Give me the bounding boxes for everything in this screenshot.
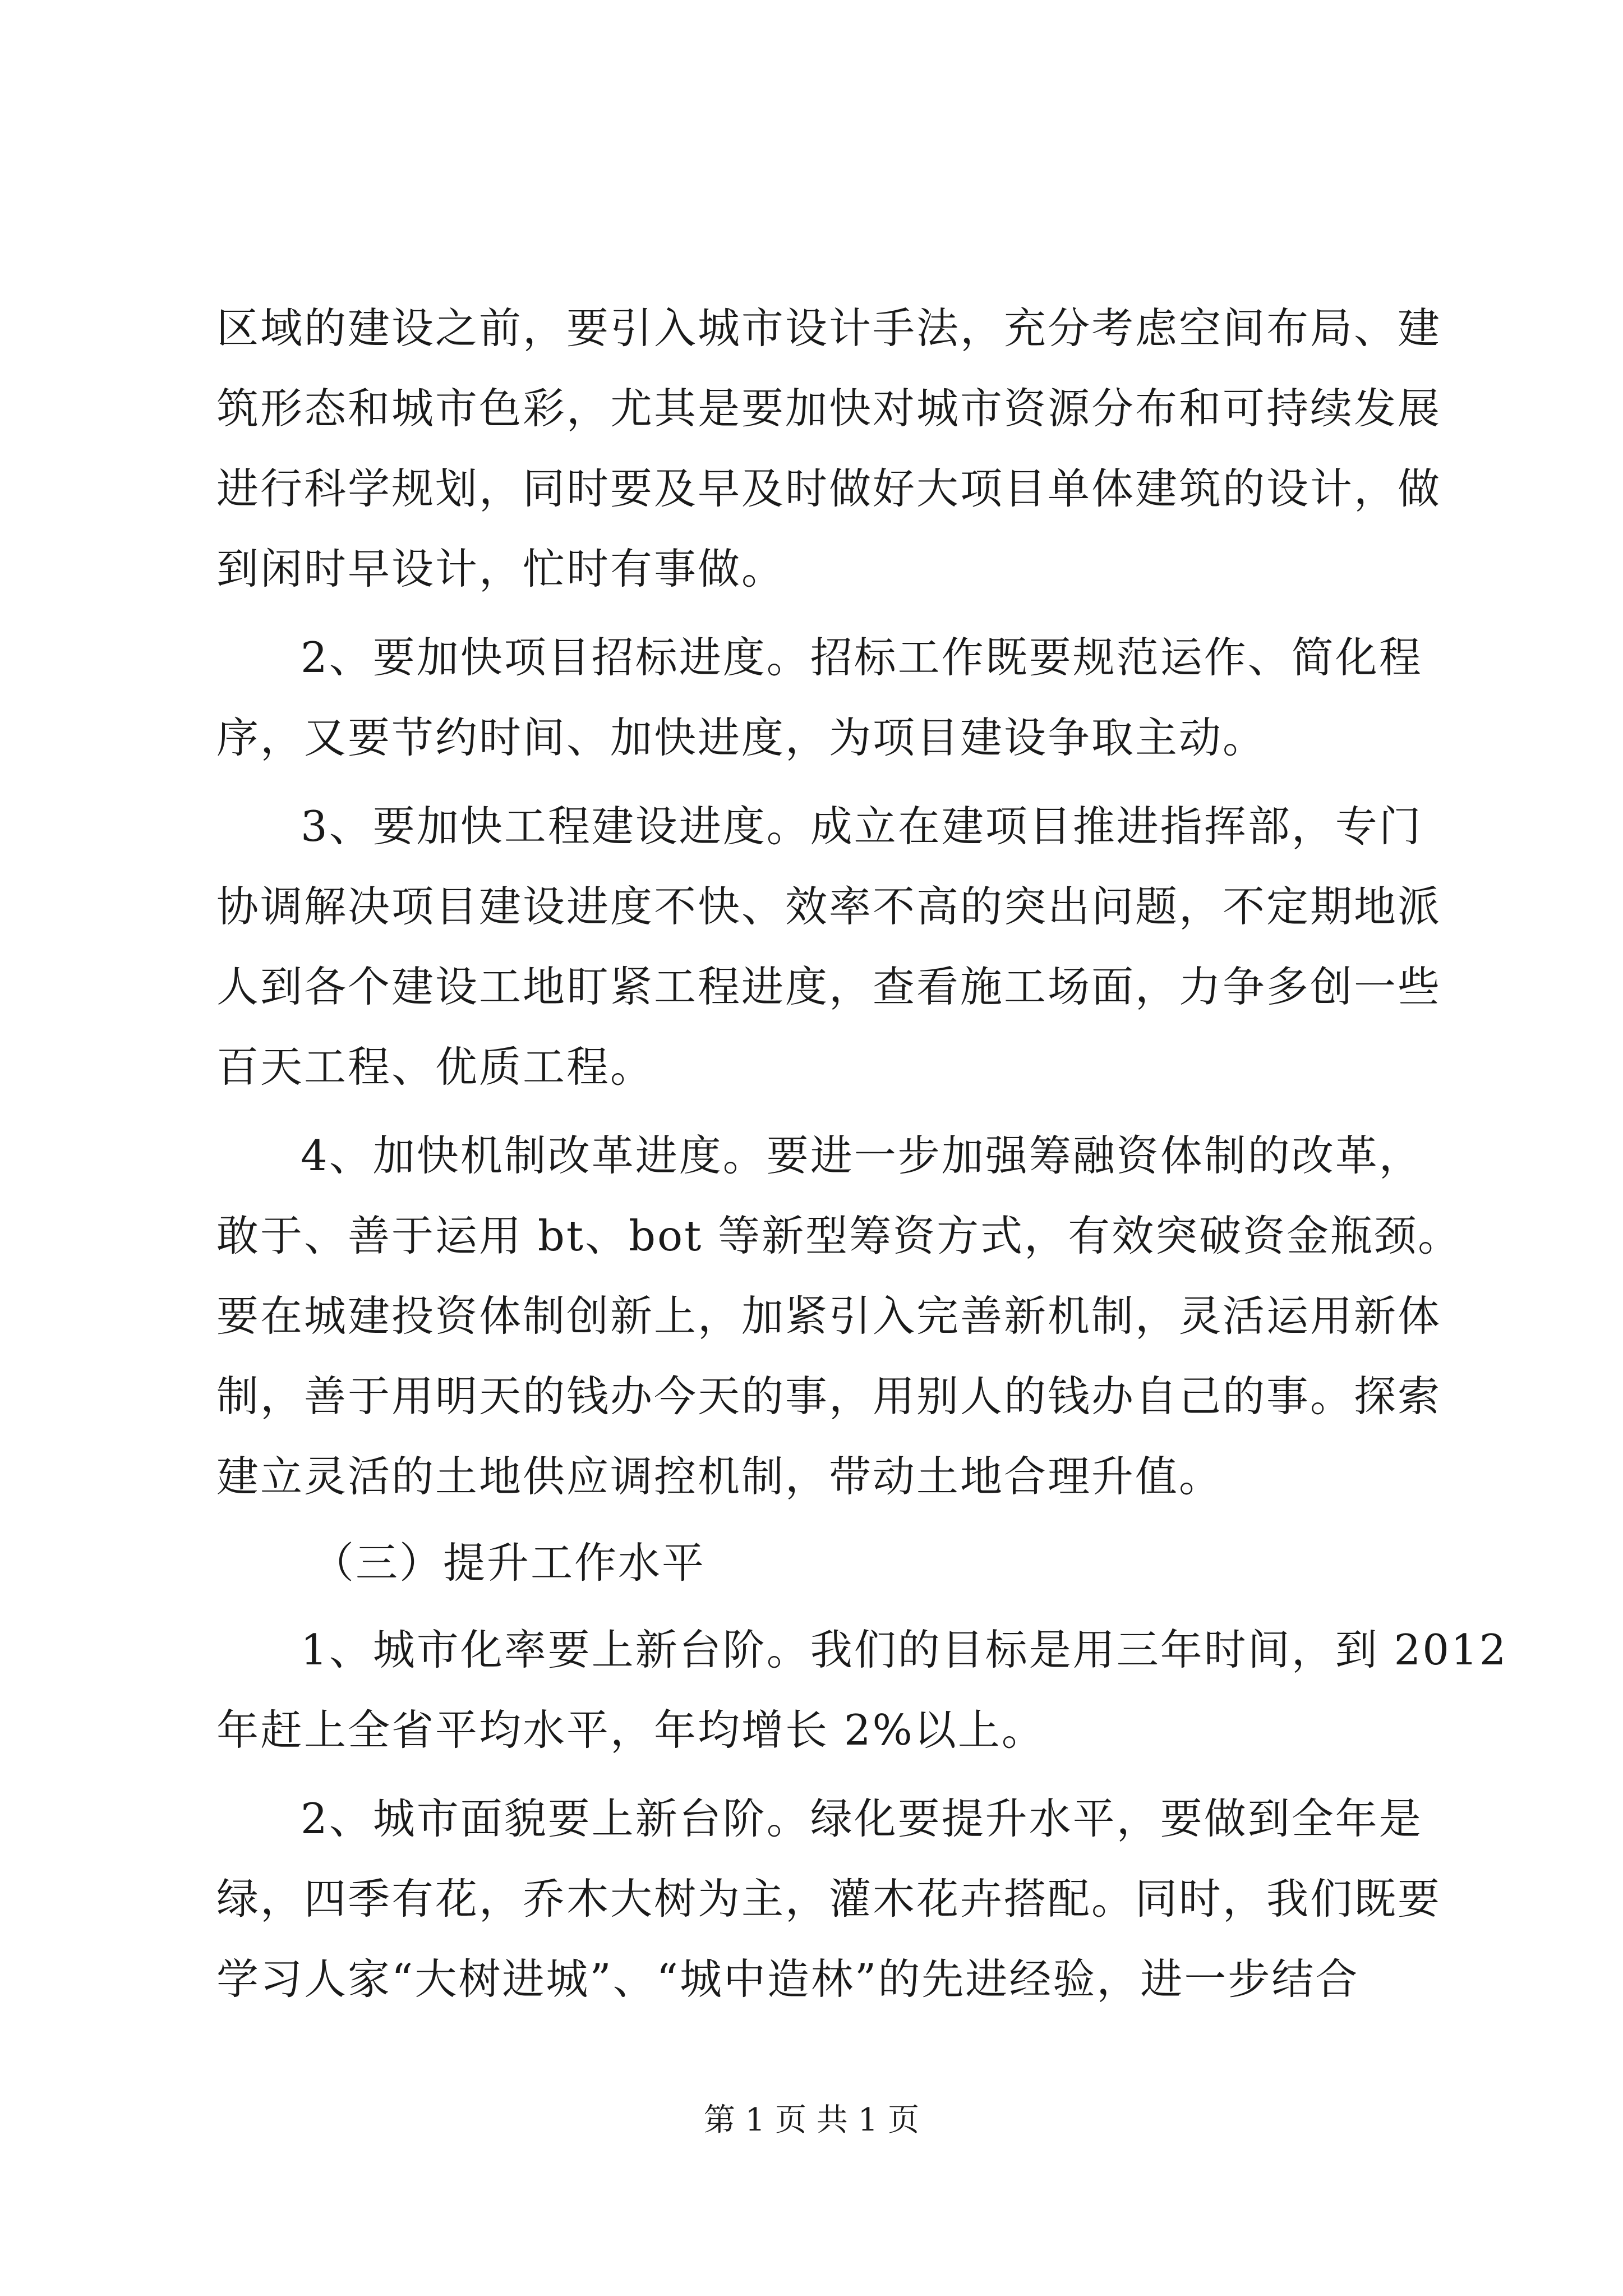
paragraph-first-line: 2、要加快项目招标进度。招标工作既要规范运作、简化程: [301, 633, 1423, 682]
body-line: 到闲时早设计，忙时有事做。: [216, 544, 786, 593]
body-line: 敢于、善于运用 bt、bot 等新型筹资方式，有效突破资金瓶颈。: [216, 1211, 1462, 1260]
body-line: 区域的建设之前，要引入城市设计手法，充分考虑空间布局、建: [216, 303, 1442, 353]
body-line: 建立灵活的土地供应调控机制，带动土地合理升值。: [216, 1452, 1223, 1501]
body-line: 进行科学规划，同时要及早及时做好大项目单体建筑的设计，做: [216, 464, 1442, 513]
section-heading: （三）提升工作水平: [312, 1538, 706, 1588]
paragraph-first-line: 3、要加快工程建设进度。成立在建项目推进指挥部，专门: [301, 802, 1423, 851]
body-line: 人到各个建设工地盯紧工程进度，查看施工场面，力争多创一些: [216, 962, 1442, 1011]
body-line: 绿，四季有花，乔木大树为主，灌木花卉搭配。同时，我们既要: [216, 1874, 1442, 1924]
body-line: 序，又要节约时间、加快进度，为项目建设争取主动。: [216, 713, 1267, 762]
paragraph-first-line: 2、城市面貌要上新台阶。绿化要提升水平，要做到全年是: [301, 1794, 1423, 1843]
body-line: 年赶上全省平均水平，年均增长 2%以上。: [216, 1705, 1045, 1755]
body-line: 要在城建投资体制创新上，加紧引入完善新机制，灵活运用新体: [216, 1291, 1442, 1341]
page-footer: 第 1 页 共 1 页: [703, 2102, 920, 2138]
body-line: 学习人家“大树进城”、“城中造林”的先进经验，进一步结合: [216, 1954, 1359, 2004]
body-line: 筑形态和城市色彩，尤其是要加快对城市资源分布和可持续发展: [216, 384, 1442, 433]
body-line: 制，善于用明天的钱办今天的事，用别人的钱办自己的事。探索: [216, 1372, 1442, 1421]
paragraph-first-line: 1、城市化率要上新台阶。我们的目标是用三年时间，到 2012: [301, 1625, 1508, 1674]
body-line: 协调解决项目建设进度不快、效率不高的突出问题，不定期地派: [216, 882, 1442, 931]
paragraph-first-line: 4、加快机制改革进度。要进一步加强筹融资体制的改革，: [301, 1131, 1423, 1180]
body-line: 百天工程、优质工程。: [216, 1042, 654, 1092]
